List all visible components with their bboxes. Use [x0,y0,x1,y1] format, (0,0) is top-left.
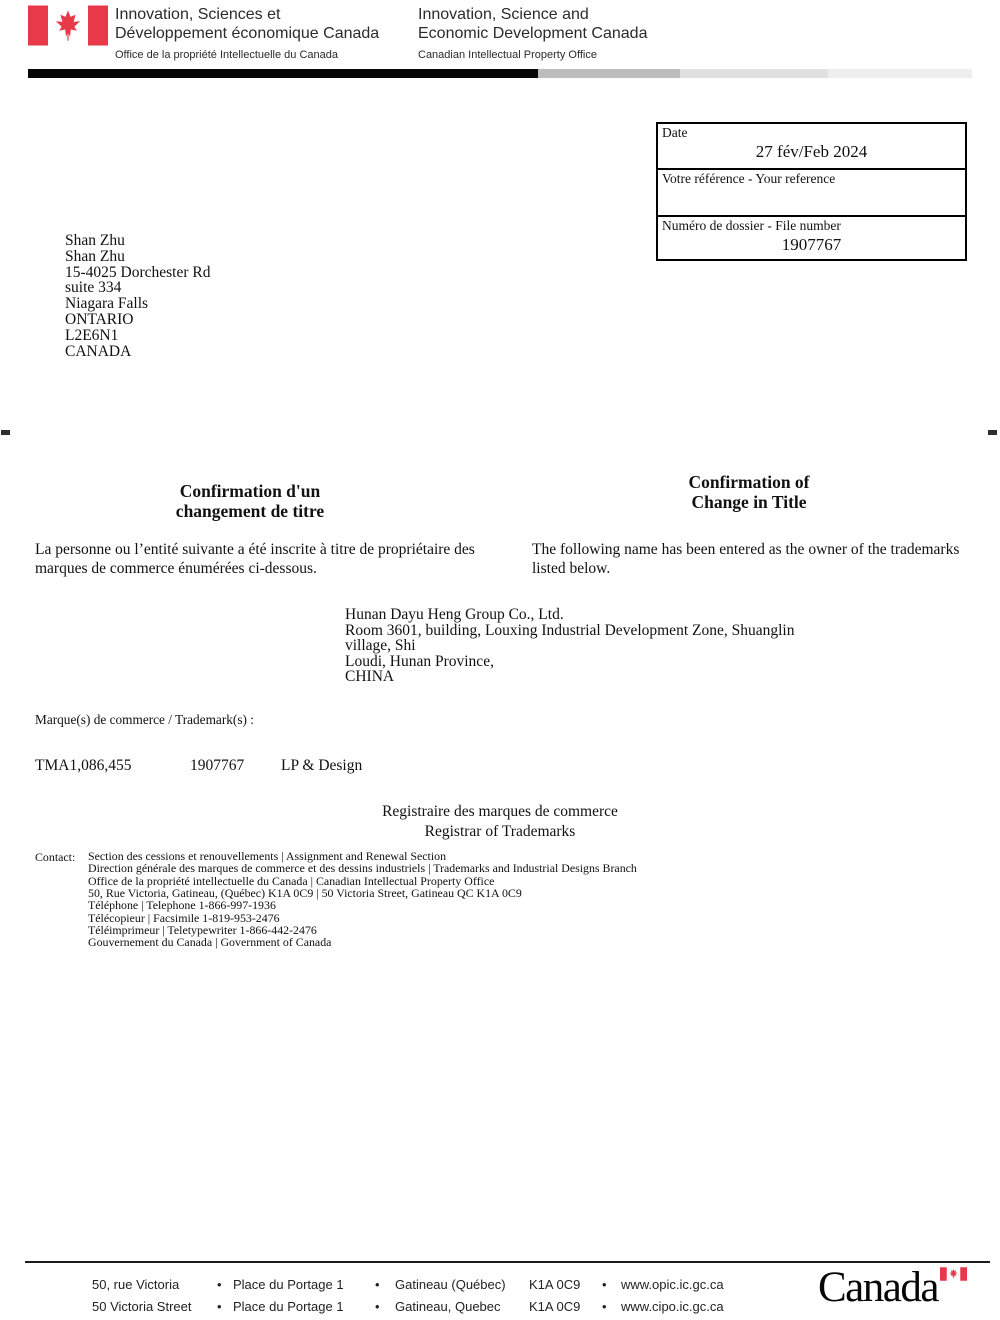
bullet-separator: • [217,1299,222,1314]
section-title-fr-line1: Confirmation d'un [179,481,321,501]
footer-postal-fr: K1A 0C9 [529,1277,581,1292]
bar-segment-gray2 [680,69,828,78]
footer-city-fr: Gatineau (Québec) [395,1277,506,1292]
registrar-block [0,802,1000,842]
contact-label: Contact: [35,850,76,864]
header-divider-bar [28,69,972,78]
section-title-fr [120,481,380,521]
section-title-en [639,472,859,512]
recipient-line: CANADA [65,342,132,360]
footer-street-fr: 50, rue Victoria [92,1277,180,1292]
file-number-value: 1907767 [781,235,842,254]
dept-en-line2: Economic Development Canada [418,25,648,42]
your-reference-label: Votre référence - Your reference [662,171,836,186]
bullet-separator: • [602,1277,607,1292]
registrar-en: Registrar of Trademarks [424,823,576,840]
office-name-fr: Office de la propriété Intellectuelle du Canada [115,49,338,61]
your-reference-row [658,170,965,217]
registration-number: TMA1,086,455 [35,757,132,774]
contact-block [88,850,637,949]
section-title-en-line2: Change in Title [691,492,807,512]
contact-line: Téléphone | Telephone 1-866-997-1936 [88,898,276,913]
bar-segment-gray3 [828,69,972,78]
reference-info-box [656,122,967,261]
recipient-line: ONTARIO [65,310,134,328]
owner-address [345,607,885,685]
trademarks-label: Marque(s) de commerce / Trademark(s) : [35,712,254,727]
contact-line: Télécopieur | Facsimile 1-819-953-2476 [88,910,280,925]
bullet-separator: • [375,1277,380,1292]
contact-line: Section des cessions et renouvellements | Assignment and Renewal Section [88,849,447,863]
section-title-fr-line2: changement de titre [175,501,325,521]
bullet-separator: • [217,1277,222,1292]
contact-line: Office de la propriété intellectuelle du Canada | Canadian Intellectual Property Office [88,873,495,888]
footer-place-fr: Place du Portage 1 [233,1277,344,1292]
contact-line: Direction générale des marques de commerce et des dessins industriels | Trademarks and Industrial Designs Branch [88,861,637,876]
recipient-line: Shan Zhu [65,232,125,249]
bullet-separator: • [602,1299,607,1314]
footer-url-fr: www.opic.ic.gc.ca [621,1277,724,1292]
dept-fr-line2: Développement économique Canada [115,25,380,42]
canada-flag-icon [28,4,108,47]
intro-paragraph-fr: La personne ou l’entité suivante a été inscrite à titre de propriétaire des marques de commerce énumérées ci-dessous. [35,541,475,577]
office-name-en: Canadian Intellectual Property Office [418,49,597,61]
dept-en-line1: Innovation, Science and [418,6,589,23]
file-number-label: Numéro de dossier - File number [662,218,841,233]
footer-postal-en: K1A 0C9 [529,1299,581,1314]
fold-mark-left [1,430,10,435]
department-name-fr [115,5,379,61]
bullet-separator: • [375,1299,380,1314]
bar-segment-gray1 [538,69,680,78]
owner-line: Loudi, Hunan Province, [345,652,494,670]
registrar-fr: Registraire des marques de commerce [382,803,618,820]
fold-mark-right [988,430,997,435]
owner-line: village, Shi [345,637,416,655]
canada-flag-icon [940,1267,967,1281]
footer-place-en: Place du Portage 1 [233,1299,344,1314]
section-title-en-line1: Confirmation of [688,472,810,492]
contact-line: Gouvernement du Canada | Government of Canada [88,935,332,950]
recipient-line: L2E6N1 [65,326,119,344]
date-row [658,124,965,170]
date-label: Date [662,125,688,140]
recipient-line: suite 334 [65,279,122,297]
file-number-row [658,217,965,259]
owner-line: Hunan Dayu Heng Group Co., Ltd. [345,606,564,623]
footer-street-en: 50 Victoria Street [92,1299,192,1314]
owner-line: CHINA [345,668,395,686]
recipient-line: 15-4025 Dorchester Rd [65,263,211,281]
trademark-name: LP & Design [281,757,363,774]
dept-fr-line1: Innovation, Sciences et [115,6,281,23]
footer-url-en: www.cipo.ic.gc.ca [621,1299,724,1314]
date-value: 27 fév/Feb 2024 [755,142,868,161]
bar-segment-black [28,69,538,78]
recipient-line: Niagara Falls [65,295,149,313]
contact-line: Téléimprimeur | Teletypewriter 1-866-442-2476 [88,923,317,938]
owner-line: Room 3601, building, Louxing Industrial Development Zone, Shuanglin [345,621,795,639]
intro-paragraph-en: The following name has been entered as the owner of the trademarks listed below. [532,541,960,577]
recipient-address [65,233,211,359]
department-name-en [418,5,647,61]
footer-city-en: Gatineau, Quebec [395,1299,501,1314]
application-number: 1907767 [190,757,245,774]
recipient-line: Shan Zhu [65,247,125,265]
canada-wordmark [818,1263,993,1313]
canada-wordmark-text: Canada [818,1264,938,1311]
contact-line: 50, Rue Victoria, Gatineau, (Québec) K1A 0C9 | 50 Victoria Street, Gatineau QC K1A 0C9 [88,886,522,901]
